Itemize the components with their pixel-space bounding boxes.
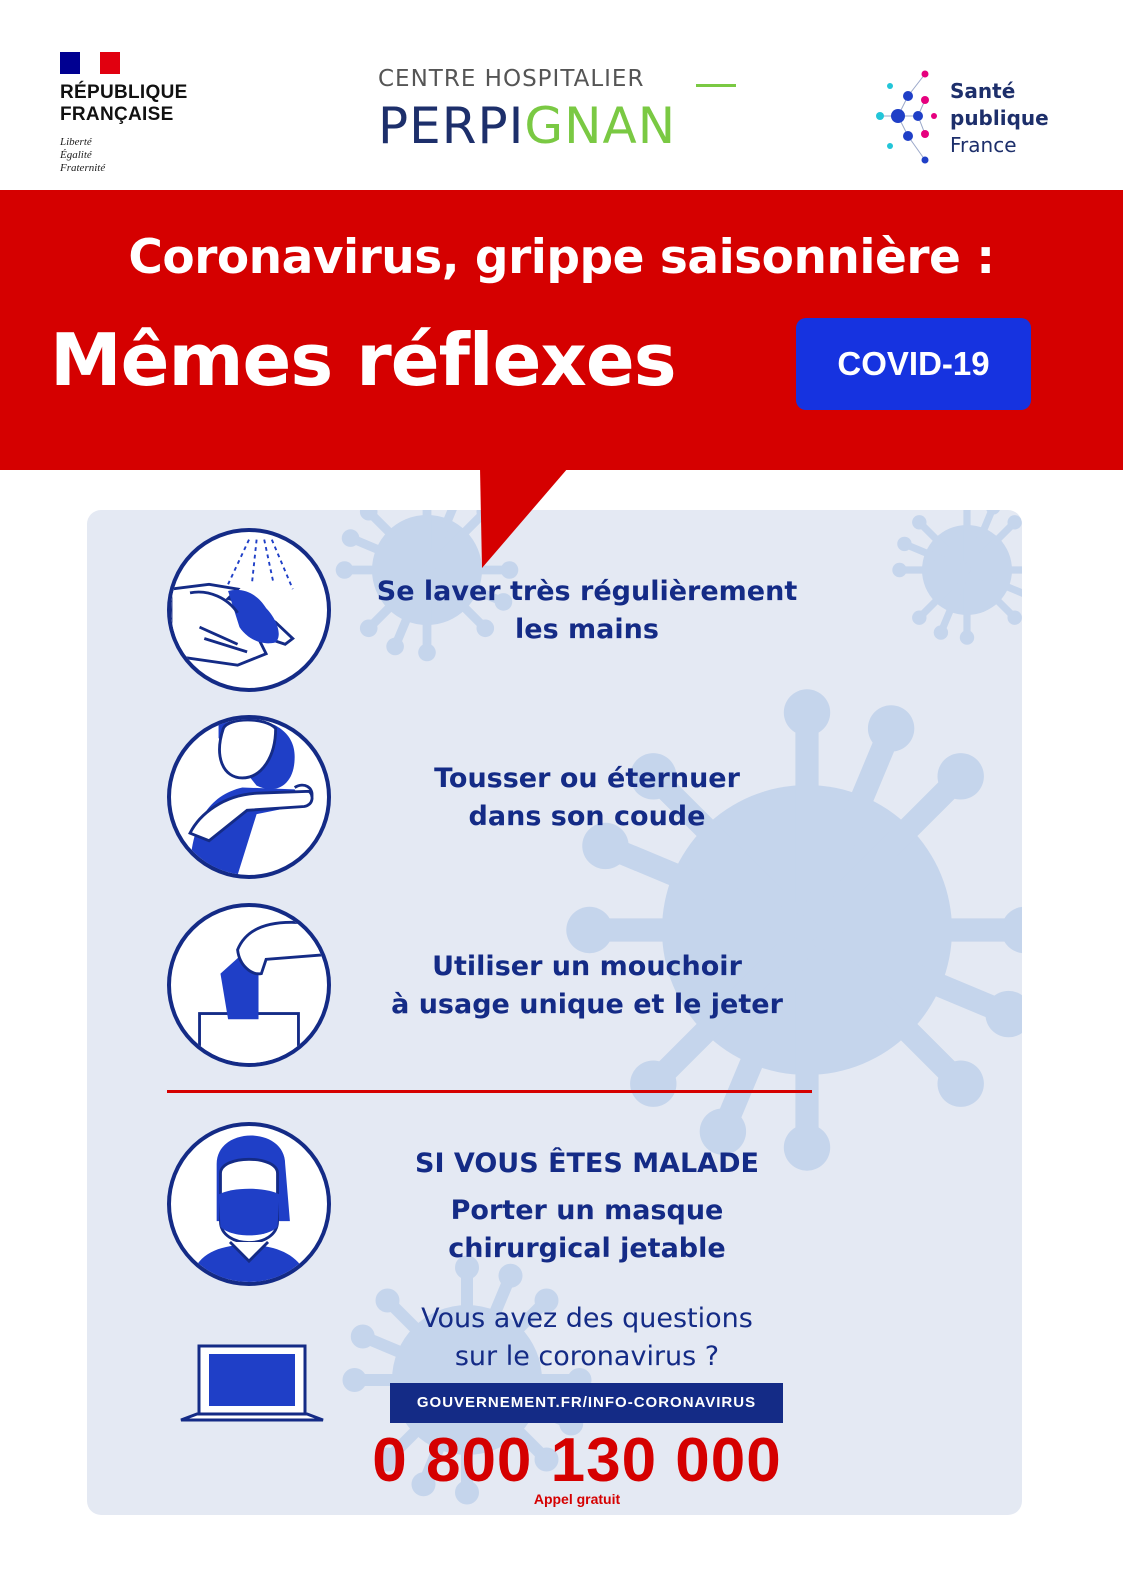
face-mask-icon <box>167 1122 331 1286</box>
rf-motto-3: Fraternité <box>60 162 106 174</box>
advice-panel <box>87 510 1022 1515</box>
rf-motto <box>60 136 105 175</box>
item-cough-line2: dans son coude <box>468 801 706 832</box>
network-dots-icon <box>870 64 950 174</box>
item-wash-hands-text <box>357 573 817 649</box>
questions-line1: Vous avez des questions <box>421 1303 753 1334</box>
hospital-top-line: CENTRE HOSPITALIER <box>378 66 645 92</box>
cough-elbow-icon <box>167 715 331 879</box>
tissue-icon <box>167 903 331 1067</box>
rf-name <box>60 82 188 126</box>
questions-line2: sur le coronavirus ? <box>454 1341 720 1372</box>
laptop-icon <box>177 1340 327 1425</box>
sante-publique-text <box>950 78 1049 159</box>
item-tissue-line1: Utiliser un mouchoir <box>432 951 742 982</box>
phone-note: Appel gratuit <box>533 1491 621 1507</box>
questions-text <box>357 1300 817 1376</box>
banner-title-line2: Mêmes réflexes <box>50 318 676 402</box>
hospital-name-part2: GNAN <box>524 97 677 155</box>
item-wash-hands-line2: les mains <box>515 614 659 645</box>
title-banner <box>0 190 1123 470</box>
hospital-name <box>378 96 676 156</box>
phone-number[interactable]: 0 800 130 000 <box>372 1426 782 1495</box>
item-tissue-line2: à usage unique et le jeter <box>391 989 783 1020</box>
sick-heading: SI VOUS ÊTES MALADE <box>415 1148 759 1179</box>
item-cough-text <box>357 760 817 836</box>
sick-text <box>357 1192 817 1268</box>
hospital-accent-line <box>696 84 736 87</box>
rf-name-line2: FRANÇAISE <box>60 104 174 125</box>
hospital-name-part1: PERPI <box>378 97 525 155</box>
item-tissue-text <box>357 948 817 1024</box>
rf-motto-2: Égalité <box>60 149 92 161</box>
covid-badge: COVID-19 <box>796 318 1031 410</box>
banner-title-line1: Coronavirus, grippe saisonnière : <box>128 230 995 285</box>
marianne-flag-icon <box>60 52 120 74</box>
rf-name-line1: RÉPUBLIQUE <box>60 82 188 103</box>
rf-motto-1: Liberté <box>60 136 92 148</box>
item-cough-line1: Tousser ou éternuer <box>434 763 740 794</box>
spf-line1: Santé <box>950 79 1016 103</box>
info-coronavirus-link[interactable]: GOUVERNEMENT.FR/INFO-CORONAVIRUS <box>390 1383 783 1423</box>
republique-francaise-logo <box>60 50 220 180</box>
sick-line2: chirurgical jetable <box>448 1233 726 1264</box>
sante-publique-logo <box>870 64 1070 174</box>
hand-washing-icon <box>167 528 331 692</box>
spf-line3: France <box>950 133 1017 157</box>
section-divider <box>167 1090 812 1093</box>
sick-line1: Porter un masque <box>450 1195 724 1226</box>
spf-line2: publique <box>950 106 1049 130</box>
hospital-logo <box>378 62 748 162</box>
item-wash-hands-line1: Se laver très régulièrement <box>376 576 798 607</box>
